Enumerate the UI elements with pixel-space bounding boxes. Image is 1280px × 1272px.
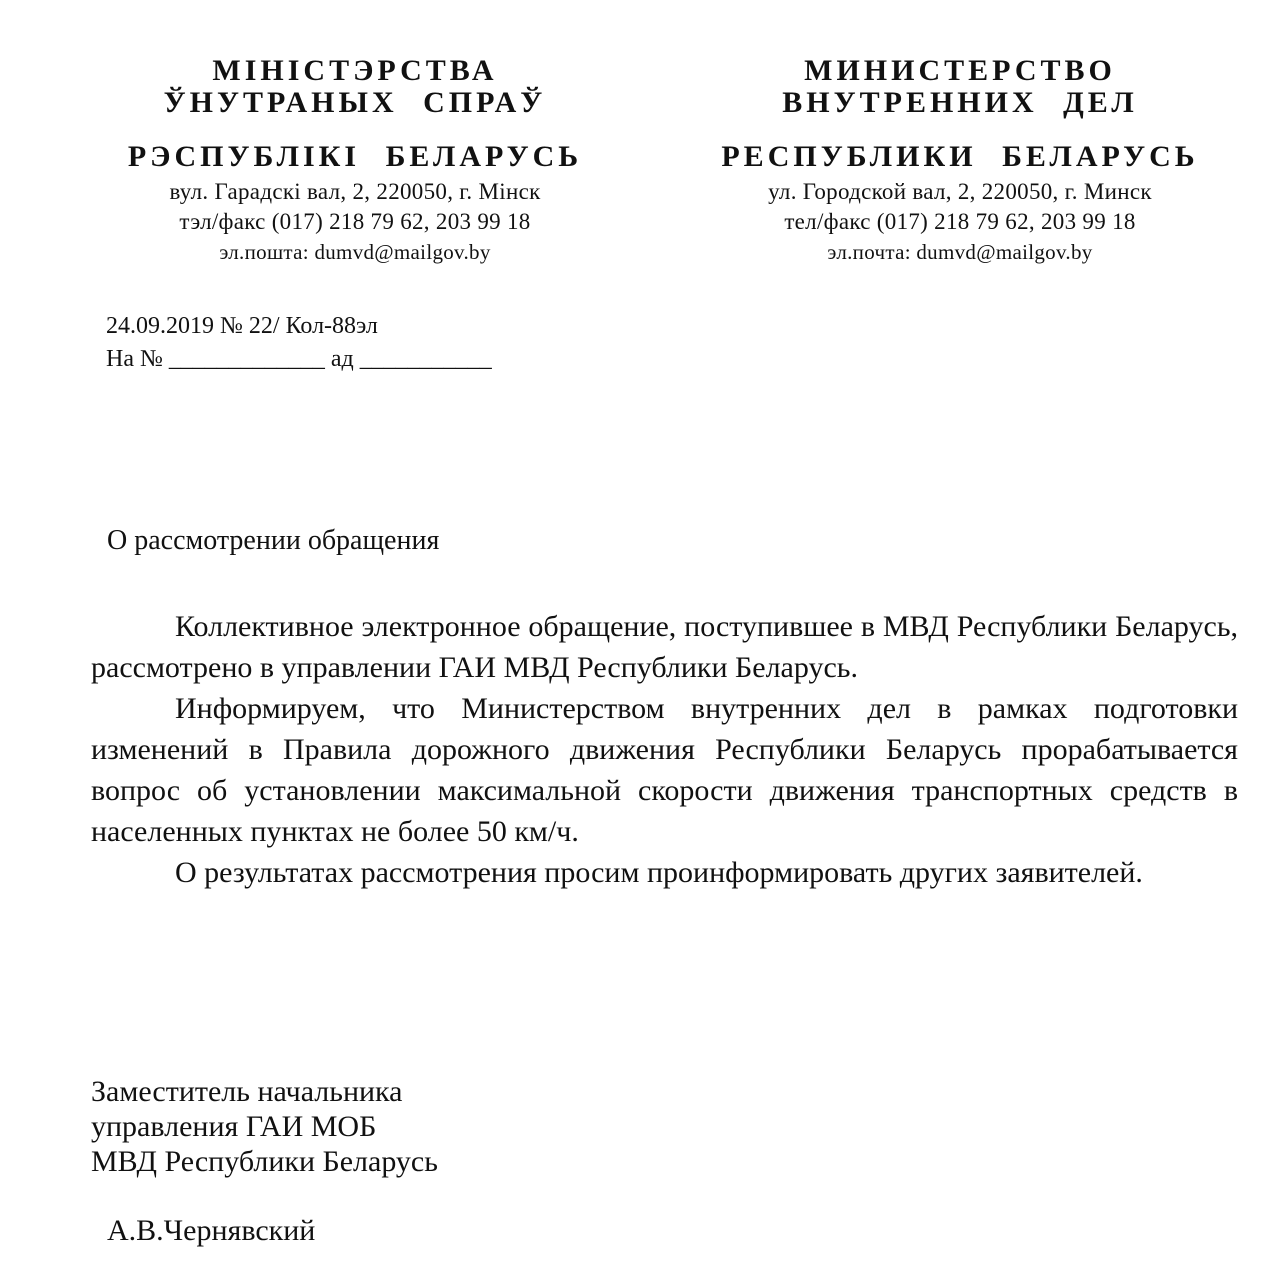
country-title-ru: РЕСПУБЛИКИ БЕЛАРУСЬ — [721, 140, 1199, 173]
position-line3: МВД Республики Беларусь — [91, 1145, 438, 1178]
address-ru: ул. Городской вал, 2, 220050, г. Минск — [768, 179, 1152, 204]
body-paragraph: Коллективное электронное обращение, поступившее в МВД Республики Беларусь, рассмотрено в управлении ГАИ МВД Республики Беларусь. — [91, 610, 1238, 684]
signatory-position — [91, 1074, 438, 1179]
position-line1: Заместитель начальника — [91, 1075, 403, 1108]
letterhead-russian — [700, 55, 1220, 267]
country-title-by: РЭСПУБЛІКІ БЕЛАРУСЬ — [127, 140, 583, 173]
letterhead-belarusian — [95, 55, 615, 267]
position-line2: управления ГАИ МОБ — [91, 1110, 377, 1143]
email-by: эл.пошта: dumvd@mailgov.by — [219, 240, 491, 264]
letter-body — [91, 606, 1238, 893]
signatory-name: А.В.Чернявский — [107, 1214, 316, 1247]
body-paragraph: Информируем, что Министерством внутренних дел в рамках подготовки изменений в Правила дорожного движения Республики Беларусь прорабатывается вопрос об установлении максимальной скорости движения транспортных средств в населенных пунктах не более 50 км/ч. — [91, 692, 1238, 848]
ministry-title-line1-ru: МИНИСТЕРСТВО — [804, 54, 1116, 87]
ministry-title-line1-by: МІНІСТЭРСТВА — [212, 54, 498, 87]
address-by: вул. Гарадскі вал, 2, 220050, г. Мінск — [169, 179, 541, 204]
letter-subject: О рассмотрении обращения — [107, 525, 440, 556]
body-paragraph: О результатах рассмотрения просим проинформировать других заявителей. — [175, 856, 1143, 889]
phone-fax-by: тэл/факс (017) 218 79 62, 203 99 18 — [179, 209, 531, 234]
reply-reference: На № _____________ ад ___________ — [106, 346, 492, 372]
ministry-title-line2-by: ЎНУТРАНЫХ СПРАЎ — [163, 86, 547, 119]
email-ru: эл.почта: dumvd@mailgov.by — [827, 240, 1093, 264]
phone-fax-ru: тел/факс (017) 218 79 62, 203 99 18 — [784, 209, 1136, 234]
ministry-title-line2-ru: ВНУТРЕННИХ ДЕЛ — [782, 86, 1138, 119]
outgoing-number: 24.09.2019 № 22/ Кол-88эл — [106, 313, 378, 339]
registration-block — [106, 310, 492, 376]
